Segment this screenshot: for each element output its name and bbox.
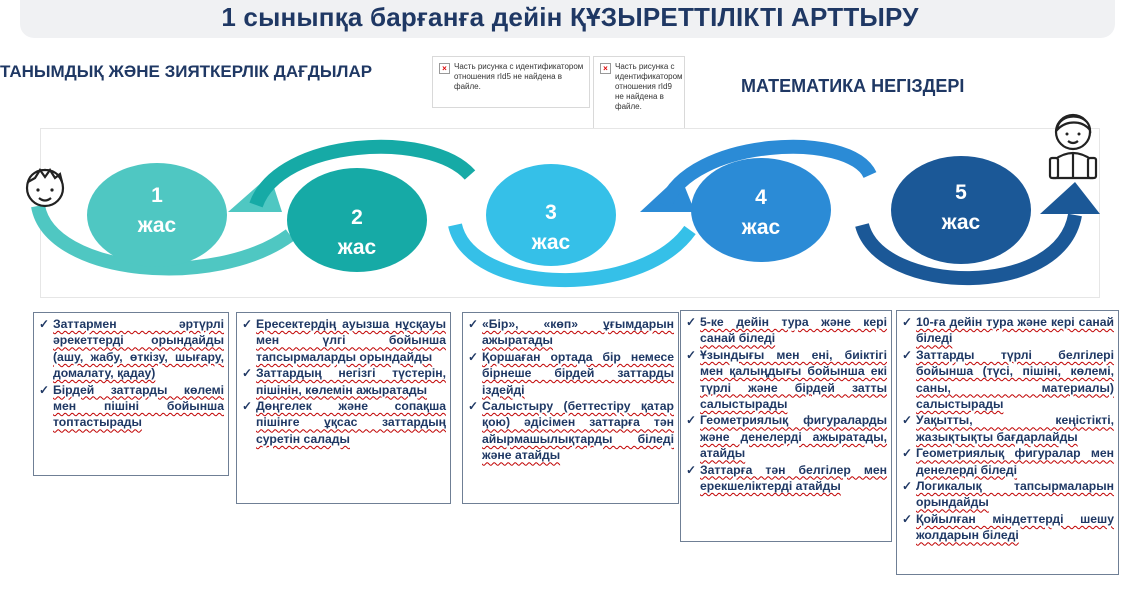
list-item: ✓ Геометриялық фигураларды және денелерді ажыратады, атайды <box>686 413 887 461</box>
skills-box-age-2 <box>236 312 451 504</box>
checkmark-icon: ✓ <box>686 347 697 362</box>
arrow-head-5 <box>1040 182 1100 214</box>
checkmark-icon: ✓ <box>902 479 913 494</box>
list-item: ✓ Логикалық тапсырмаларын орындайды <box>902 479 1114 510</box>
section-title-math: МАТЕМАТИКА НЕГІЗДЕРІ <box>741 76 965 96</box>
stage-label-5 <box>911 178 1011 238</box>
skills-box-age-1 <box>33 312 229 476</box>
checkmark-icon: ✓ <box>468 399 479 414</box>
list-item: ✓ Дөңгелек және сопақша пішінге ұқсас заттардың суретін салады <box>242 399 446 446</box>
checkmark-icon: ✓ <box>468 349 479 364</box>
section-title-cognitive: ТАНЫМДЫҚ ЖӘНЕ ЗИЯТКЕРЛІК ДАҒДЫЛАР <box>0 62 373 81</box>
stage-unit: жас <box>941 211 981 234</box>
stage-number: 3 <box>545 201 557 224</box>
stage-label-4 <box>711 183 811 243</box>
list-item: ✓ Қойылған міндеттерді шешу жолдарын біледі <box>902 511 1114 543</box>
checkmark-icon: ✓ <box>686 462 697 477</box>
checkmark-icon: ✓ <box>468 317 479 331</box>
checkmark-icon: ✓ <box>686 315 697 329</box>
checkmark-icon: ✓ <box>902 511 913 526</box>
stage-unit: жас <box>741 216 781 239</box>
page-title: 1 сыныпқа барғанға дейін ҚҰЗЫРЕТТІЛІКТІ АРТТЫРУ <box>221 2 919 32</box>
checkmark-icon: ✓ <box>686 413 697 428</box>
list-item: ✓ 10-ға дейін тура және кері санай біледі <box>902 315 1114 346</box>
list-item: ✓ Салыстыру (беттестіру қатар қою) әдісімен заттарға тән айырмашылықтарды біледі және атайды <box>468 399 674 463</box>
broken-image-icon: × <box>600 63 611 74</box>
child-face-icon <box>27 170 63 206</box>
missing-image-text: Часть рисунка с идентификатором отношения rId5 не найдена в файле. <box>454 62 584 91</box>
checkmark-icon: ✓ <box>902 446 913 461</box>
checkmark-icon: ✓ <box>39 382 50 397</box>
stage-label-2 <box>307 203 407 263</box>
stage-unit: жас <box>137 214 177 237</box>
list-item: ✓ Заттарға тән белгілер мен ерекшеліктерді атайды <box>686 462 887 494</box>
checkmark-icon: ✓ <box>902 347 913 362</box>
checkmark-icon: ✓ <box>902 413 913 428</box>
list-item: ✓ Заттарды түрлі белгілері бойынша (түсі, пішіні, көлемі, саны, материалы) салыстырады <box>902 347 1114 412</box>
missing-image-text: Часть рисунка с идентификатором отношения rId9 не найдена в файле. <box>615 62 683 111</box>
stage-number: 2 <box>351 206 363 229</box>
list-item: ✓ Заттармен әртүрлі әрекеттерді орындайды (ашу, жабу, өткізу, шығару, домалату, қадау) <box>39 317 224 381</box>
checkmark-icon: ✓ <box>39 317 50 331</box>
list-item: ✓ Ересектердің ауызша нұсқауы мен үлгі бойынша тапсырмаларды орындайды <box>242 317 446 364</box>
checkmark-icon: ✓ <box>242 317 253 331</box>
checkmark-icon: ✓ <box>242 366 253 381</box>
stage-unit: жас <box>337 236 377 259</box>
list-item: ✓ «Бір», «көп» ұғымдарын ажыратады <box>468 317 674 348</box>
checkmark-icon: ✓ <box>242 399 253 414</box>
list-item: ✓ Бірдей заттарды көлемі мен пішіні бойынша топтастырады <box>39 382 224 430</box>
checkmark-icon: ✓ <box>902 315 913 329</box>
stage-number: 4 <box>755 186 767 209</box>
list-item: ✓ Ұзындығы мен ені, биіктігі мен қалыңдығы бойынша екі түрлі және бірдей затты салыстырады <box>686 347 887 412</box>
list-item: ✓ Қоршаған ортада бір немесе бірнеше бірдей заттарды іздейді <box>468 349 674 397</box>
stage-label-1 <box>107 181 207 241</box>
skills-box-age-5 <box>896 310 1119 575</box>
list-item: ✓ Заттардың негізгі түстерін, пішінін, көлемін ажыратады <box>242 366 446 397</box>
skills-box-age-4 <box>680 310 892 542</box>
stage-number: 1 <box>151 184 163 207</box>
list-item: ✓ Геометриялық фигуралар мен денелерді біледі <box>902 446 1114 477</box>
schoolchild-icon <box>1050 115 1096 178</box>
stage-number: 5 <box>955 181 967 204</box>
list-item: ✓ 5-ке дейін тура және кері санай біледі <box>686 315 887 346</box>
stage-unit: жас <box>531 231 571 254</box>
broken-image-icon: × <box>439 63 450 74</box>
skills-box-age-3 <box>462 312 679 504</box>
list-item: ✓ Уақытты, кеңістікті, жазықтықты бағдарлайды <box>902 413 1114 444</box>
stage-label-3 <box>501 198 601 258</box>
